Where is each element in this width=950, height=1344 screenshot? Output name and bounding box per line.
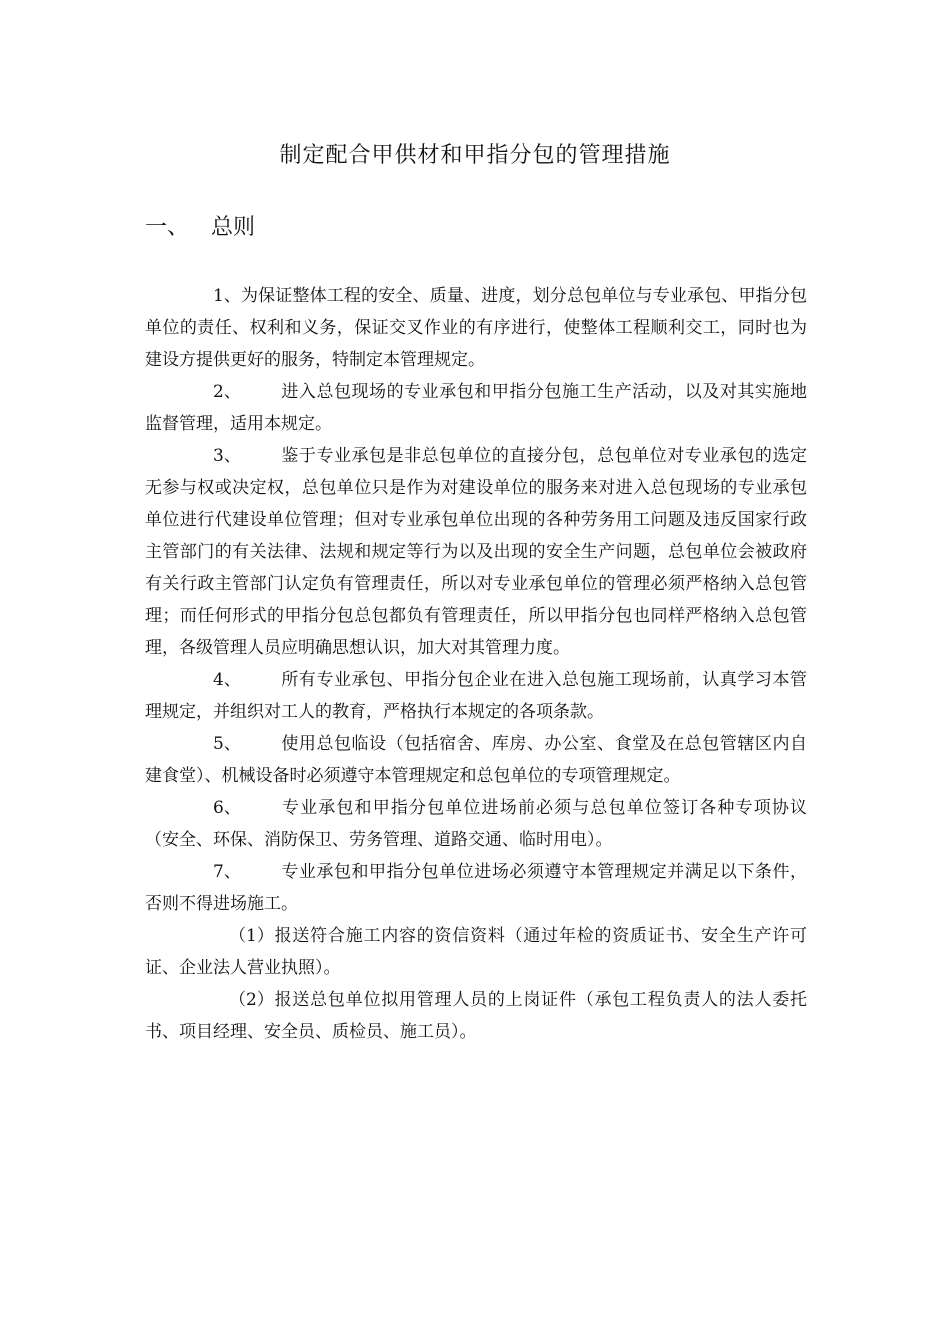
paragraph-number: 4、 bbox=[213, 670, 241, 690]
subitem-2 bbox=[145, 984, 807, 1048]
paragraph-number: 5、 bbox=[213, 734, 241, 754]
paragraph-2 bbox=[145, 376, 807, 440]
paragraph-5 bbox=[145, 728, 807, 792]
paragraph-7 bbox=[145, 856, 807, 920]
subitem-1 bbox=[145, 920, 807, 984]
paragraph-1 bbox=[145, 280, 807, 376]
section-heading bbox=[145, 210, 255, 241]
document-title: 制定配合甲供材和甲指分包的管理措施 bbox=[279, 143, 671, 168]
paragraph-6 bbox=[145, 792, 807, 856]
paragraph-text: 专业承包和甲指分包单位进场前必须与总包单位签订各种专项协议（安全、环保、消防保卫、劳务管理、道路交通、临时用电）。 bbox=[145, 798, 807, 850]
paragraph-text: 使用总包临设（包括宿舍、库房、办公室、食堂及在总包管辖区内自建食堂）、机械设备时必须遵守本管理规定和总包单位的专项管理规定。 bbox=[145, 734, 807, 786]
subitem-text: 报送总包单位拟用管理人员的上岗证件（承包工程负责人的法人委托书、项目经理、安全员、质检员、施工员）。 bbox=[145, 990, 807, 1042]
subitem-text: 报送符合施工内容的资信资料（通过年检的资质证书、安全生产许可证、企业法人营业执照）。 bbox=[145, 926, 807, 978]
body-text bbox=[145, 280, 807, 1048]
paragraph-3 bbox=[145, 440, 807, 664]
paragraph-4 bbox=[145, 664, 807, 728]
paragraph-number: 7、 bbox=[213, 862, 241, 882]
section-title: 总则 bbox=[211, 215, 256, 240]
paragraph-number: 3、 bbox=[213, 446, 241, 466]
section-number: 一、 bbox=[145, 215, 190, 240]
paragraph-text: 专业承包和甲指分包单位进场必须遵守本管理规定并满足以下条件，否则不得进场施工。 bbox=[145, 862, 807, 914]
subitem-number: （2） bbox=[229, 990, 274, 1010]
paragraph-number: 6、 bbox=[213, 798, 241, 818]
paragraph-text: 进入总包现场的专业承包和甲指分包施工生产活动，以及对其实施地监督管理，适用本规定。 bbox=[145, 382, 807, 434]
paragraph-text: 为保证整体工程的安全、质量、进度，划分总包单位与专业承包、甲指分包单位的责任、权利和义务，保证交叉作业的有序进行，使整体工程顺利交工，同时也为建设方提供更好的服务，特制定本管理规定。 bbox=[145, 286, 807, 370]
paragraph-number: 1、 bbox=[213, 286, 241, 306]
paragraph-number: 2、 bbox=[213, 382, 241, 402]
paragraph-text: 所有专业承包、甲指分包企业在进入总包施工现场前，认真学习本管理规定，并组织对工人的教育，严格执行本规定的各项条款。 bbox=[145, 670, 807, 722]
paragraph-text: 鉴于专业承包是非总包单位的直接分包，总包单位对专业承包的选定无参与权或决定权，总包单位只是作为对建设单位的服务来对进入总包现场的专业承包单位进行代建设单位管理；但对专业承包单位出现的各种劳务用工问题及违反国家行政主管部门的有关法律、法规和规定等行为以及出现的安全生产问题，总包单位会被政府有关行政主管部门认定负有管理责任，所以对专业承包单位的管理必须严格纳入总包管理；而任何形式的甲指分包总包都负有管理责任，所以甲指分包也同样严格纳入总包管理，各级管理人员应明确思想认识，加大对其管理力度。 bbox=[145, 446, 807, 658]
subitem-number: （1） bbox=[229, 926, 274, 946]
